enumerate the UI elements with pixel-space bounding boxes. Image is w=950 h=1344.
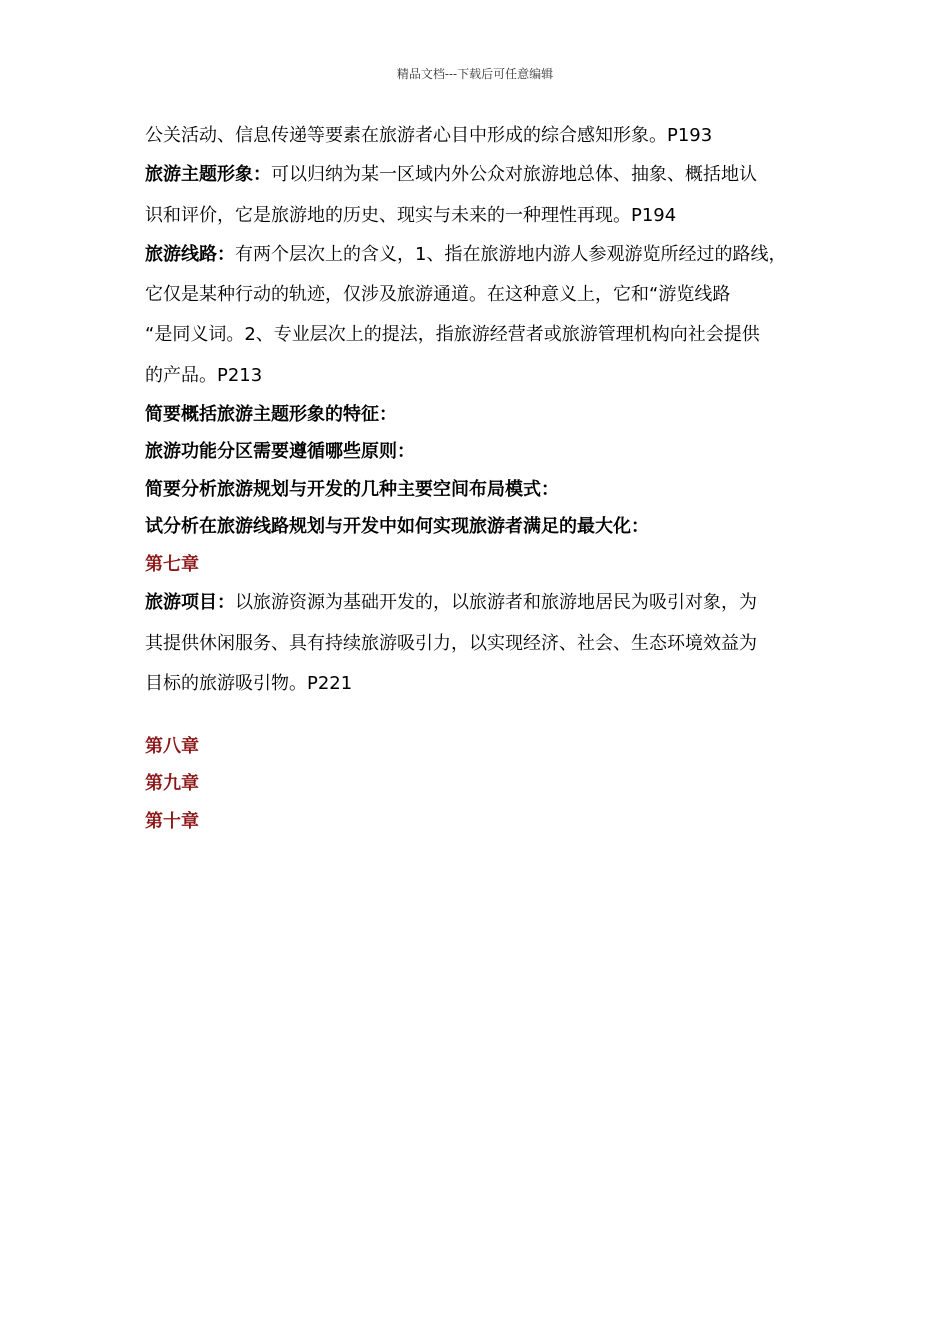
- theme-image-line-1: [145, 162, 757, 188]
- chapter-7-heading: 第七章: [145, 554, 199, 575]
- intro-line: 公关活动、信息传递等要素在旅游者心目中形成的综合感知形象。P193: [145, 125, 713, 146]
- chapter-10-heading: 第十章: [145, 811, 199, 832]
- question-3: 简要分析旅游规划与开发的几种主要空间布局模式：: [145, 479, 559, 500]
- tour-project-line-1: [145, 590, 757, 616]
- tour-route-line-3: “是同义词。2、专业层次上的提法，指旅游经营者或旅游管理机构向社会提供: [145, 324, 760, 345]
- tour-project-term: 旅游项目：: [145, 592, 235, 613]
- chapter-8-heading: 第八章: [145, 736, 199, 757]
- question-4: 试分析在旅游线路规划与开发中如何实现旅游者满足的最大化：: [145, 516, 649, 537]
- tour-project-line-3: 目标的旅游吸引物。P221: [145, 673, 353, 694]
- question-2: 旅游功能分区需要遵循哪些原则：: [145, 441, 415, 462]
- tour-route-line-2: 它仅是某种行动的轨迹，仅涉及旅游通道。在这种意义上，它和“游览线路: [145, 284, 731, 305]
- question-1: 简要概括旅游主题形象的特征：: [145, 404, 397, 425]
- chapter-9-heading: 第九章: [145, 773, 199, 794]
- page-header: 精品文档---下载后可任意编辑: [396, 67, 554, 81]
- tour-project-definition-1: 以旅游资源为基础开发的，以旅游者和旅游地居民为吸引对象，为: [235, 592, 757, 613]
- tour-route-term: 旅游线路：: [145, 244, 235, 265]
- theme-image-definition-1: 可以归纳为某一区域内外公众对旅游地总体、抽象、概括地认: [271, 164, 757, 185]
- tour-project-line-2: 其提供休闲服务、具有持续旅游吸引力，以实现经济、社会、生态环境效益为: [145, 633, 757, 654]
- tour-route-line-4: 的产品。P213: [145, 365, 263, 386]
- theme-image-line-2: 识和评价，它是旅游地的历史、现实与未来的一种理性再现。P194: [145, 205, 677, 226]
- theme-image-term: 旅游主题形象：: [145, 164, 271, 185]
- tour-route-definition-1: 有两个层次上的含义，1、指在旅游地内游人参观游览所经过的路线，: [235, 244, 787, 265]
- tour-route-line-1: [145, 242, 786, 268]
